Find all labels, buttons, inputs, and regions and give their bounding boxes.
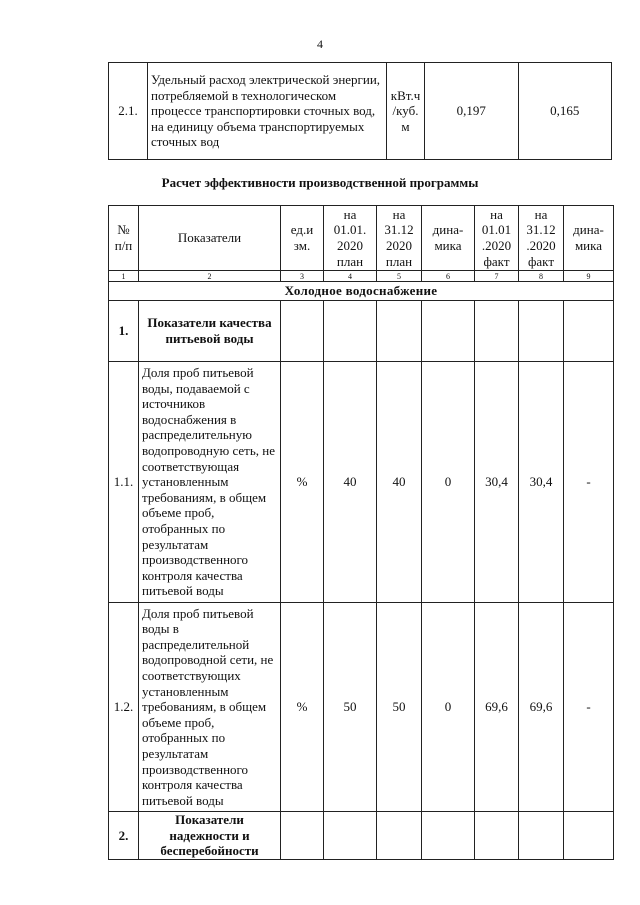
previous-table-continuation [108,62,612,160]
column-index: 7 [475,271,519,282]
column-index-row [109,271,614,282]
efficiency-table [108,205,614,860]
value-cell [324,301,377,362]
value-cell [519,301,564,362]
unit-cell [281,812,324,860]
indicator-name: Доля проб питьевой воды в распределительной водопроводной сети, не соответствующих установленным требованиям, в общем объеме проб, отобранных по результатам производственного контроля качества питьевой воды [139,603,281,812]
value-cell: 30,4 [519,362,564,603]
row-number: 1.2. [109,603,139,812]
header-cell: ед.и зм. [281,206,324,271]
table-row [109,63,612,160]
column-index: 8 [519,271,564,282]
value-cell: 30,4 [475,362,519,603]
value-cell: 50 [324,603,377,812]
indicator-name: Показатели надежности и бесперебойности [139,812,281,860]
column-index: 6 [422,271,475,282]
indicator-name: Показатели качества питьевой воды [139,301,281,362]
value-cell [324,812,377,860]
unit-cell [281,301,324,362]
header-cell: на 01.01. 2020 план [324,206,377,271]
value-cell: - [564,603,614,812]
table-row [109,301,614,362]
value-cell: 69,6 [519,603,564,812]
header-cell: на 01.01 .2020 факт [475,206,519,271]
column-index: 9 [564,271,614,282]
table-row [109,362,614,603]
column-index: 2 [139,271,281,282]
header-cell: Показатели [139,206,281,271]
row-number: 2.1. [109,63,148,160]
row-number: 1.1. [109,362,139,603]
section-title: Расчет эффективности производственной программы [161,175,479,190]
value-cell: 50 [377,603,422,812]
unit-cell: % [281,362,324,603]
value-cell: 0,165 [518,63,612,160]
header-row [109,206,614,271]
value-cell: 40 [377,362,422,603]
header-cell: № п/п [109,206,139,271]
value-cell [564,301,614,362]
header-cell: на 31.12 .2020 факт [519,206,564,271]
value-cell: 40 [324,362,377,603]
value-cell [475,812,519,860]
value-cell [475,301,519,362]
row-number: 2. [109,812,139,860]
unit-cell: кВт.ч /куб. м [387,63,425,160]
value-cell [377,301,422,362]
value-cell: 0 [422,603,475,812]
header-cell: дина- мика [422,206,475,271]
value-cell: 0 [422,362,475,603]
unit-cell: % [281,603,324,812]
column-index: 5 [377,271,422,282]
column-index: 3 [281,271,324,282]
header-cell: дина- мика [564,206,614,271]
value-cell [519,812,564,860]
value-cell [564,812,614,860]
value-cell: 69,6 [475,603,519,812]
table-row [109,812,614,860]
indicator-name: Удельный расход электрической энергии, потребляемой в технологическом процессе транспортировки сточных вод, на единицу объема транспортируемых сточных вод [148,63,387,160]
header-cell: на 31.12 2020 план [377,206,422,271]
value-cell [377,812,422,860]
value-cell: - [564,362,614,603]
value-cell [422,812,475,860]
value-cell [422,301,475,362]
column-index: 4 [324,271,377,282]
value-cell: 0,197 [425,63,519,160]
group-row [109,282,614,301]
group-title: Холодное водоснабжение [109,282,614,301]
page-number: 4 [317,37,323,51]
table-row [109,603,614,812]
indicator-name: Доля проб питьевой воды, подаваемой с источников водоснабжения в распределительную водопроводную сеть, не соответствующая установленным требованиям, в общем объеме проб, отобранных по результатам производственного контроля качества питьевой воды [139,362,281,603]
row-number: 1. [109,301,139,362]
column-index: 1 [109,271,139,282]
